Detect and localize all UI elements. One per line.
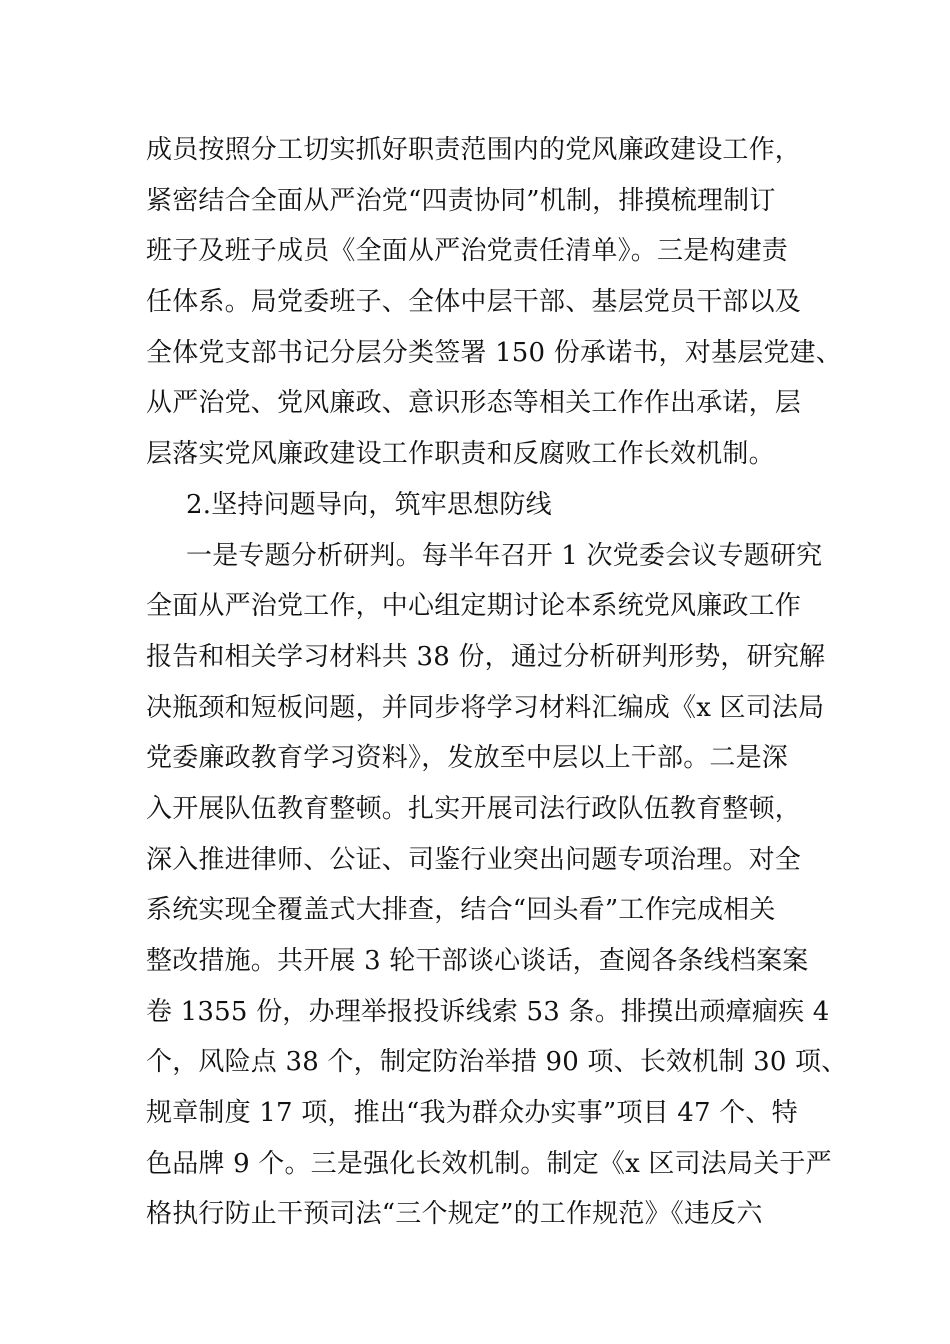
text-line: 规章制度 17 项，推出“我为群众办实事”项目 47 个、特: [146, 1098, 798, 1129]
text-line: 层落实党风廉政建设工作职责和反腐败工作长效机制。: [146, 439, 775, 470]
text-line: 个，风险点 38 个，制定防治举措 90 项、长效机制 30 项、: [146, 1047, 848, 1078]
text-line: 成员按照分工切实抓好职责范围内的党风廉政建设工作，: [146, 135, 802, 165]
text-line: 从严治党、党风廉政、意识形态等相关工作作出承诺，层: [146, 388, 802, 419]
text-line: 卷 1355 份，办理举报投诉线索 53 条。排摸出顽瘴痼疾 4: [146, 996, 830, 1027]
text-line: 系统实现全覆盖式大排查，结合“回头看”工作完成相关: [146, 895, 776, 926]
paragraph-start-line: 一是专题分析研判。每半年召开 1 次党委会议专题研究: [186, 540, 823, 571]
text-line: 深入推进律师、公证、司鉴行业突出问题专项治理。对全: [146, 844, 802, 875]
text-line: 报告和相关学习材料共 38 份，通过分析研判形势，研究解: [146, 641, 826, 672]
text-line: 入开展队伍教育整顿。扎实开展司法行政队伍教育整顿，: [146, 793, 802, 824]
text-line: 格执行防止干预司法“三个规定”的工作规范》《违反六: [146, 1199, 763, 1230]
text-line: 决瓶颈和短板问题，并同步将学习材料汇编成《x 区司法局: [146, 692, 825, 723]
text-line: 色品牌 9 个。三是强化长效机制。制定《x 区司法局关于严: [146, 1148, 832, 1179]
text-line: 任体系。局党委班子、全体中层干部、基层党员干部以及: [146, 287, 802, 318]
text-line: 班子及班子成员《全面从严治党责任清单》。三是构建责: [146, 236, 789, 267]
text-line: 党委廉政教育学习资料》，发放至中层以上干部。二是深: [146, 743, 789, 774]
text-line: 全体党支部书记分层分类签署 150 份承诺书，对基层党建、: [146, 337, 842, 368]
body-text: [146, 125, 848, 1240]
text-line: 整改措施。共开展 3 轮干部谈心谈话，查阅各条线档案案: [146, 946, 809, 976]
text-line: 全面从严治党工作，中心组定期讨论本系统党风廉政工作: [146, 591, 802, 622]
section-heading: 2.坚持问题导向，筑牢思想防线: [186, 489, 552, 520]
text-line: 紧密结合全面从严治党“四责协同”机制，排摸梳理制订: [146, 185, 776, 216]
